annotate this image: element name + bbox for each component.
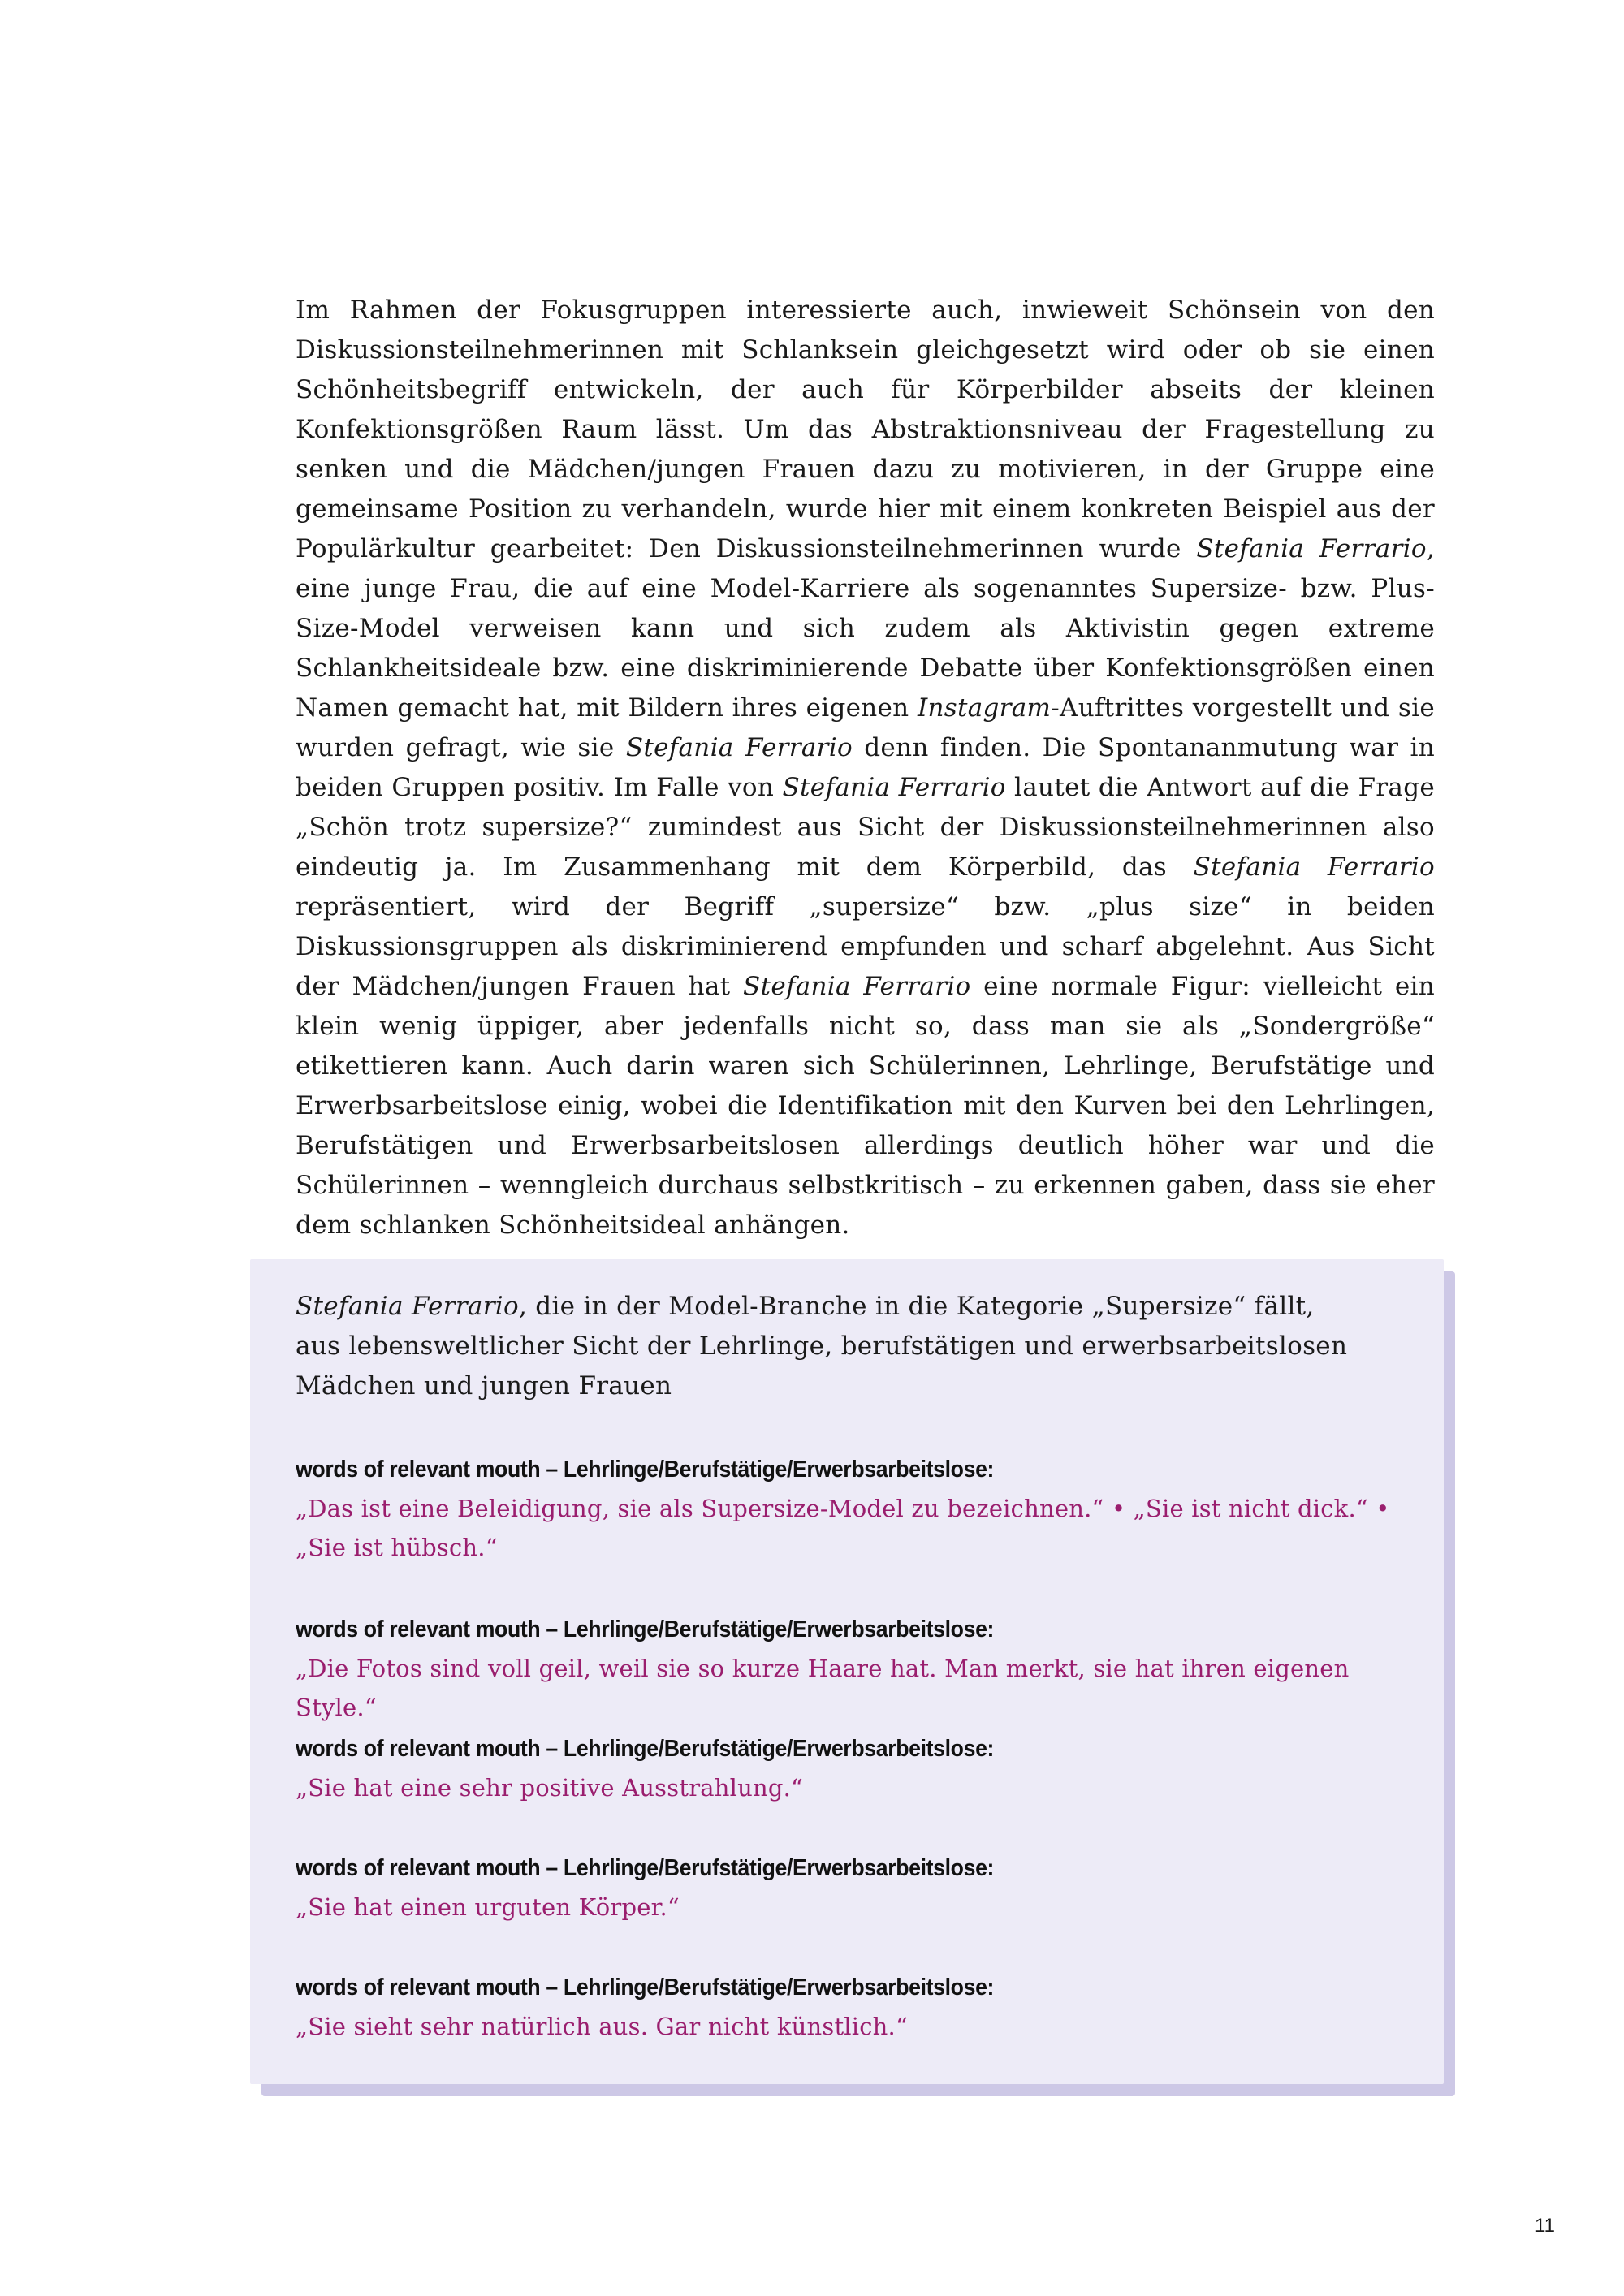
person-name: Stefania Ferrario — [625, 733, 853, 762]
heading-text: , die in der Model-Branche in die Kategorie „Supersize“ fällt, — [519, 1292, 1315, 1321]
quote-label: words of relevant mouth – Lehrlinge/Berufstätige/Erwerbsarbeitslose: — [296, 1457, 995, 1482]
quote-text: „Das ist eine Beleidigung, sie als Supersize-Model zu bezeichnen.“ • „Sie ist nicht dick.“ • — [296, 1495, 1390, 1522]
body-text-part: repräsentiert, wird der Begriff „supersize“ bzw. „plus size“ in beiden Diskussionsgruppen als diskriminierend empfunden und scharf abgelehnt. Aus Sicht der Mädchen/jungen Frauen hat — [296, 892, 1435, 1001]
person-name: Stefania Ferrario — [1196, 534, 1427, 563]
quote-label: words of relevant mouth – Lehrlinge/Berufstätige/Erwerbsarbeitslose: — [296, 1855, 995, 1881]
quote-text: „Sie hat eine sehr positive Ausstrahlung.“ — [296, 1774, 804, 1802]
quote-label: words of relevant mouth – Lehrlinge/Berufstätige/Erwerbsarbeitslose: — [296, 1974, 995, 2000]
quote-block — [296, 1610, 1424, 1727]
quote-box-heading — [296, 1287, 1400, 1406]
quote-text: „Die Fotos sind voll geil, weil sie so kurze Haare hat. Man merkt, sie hat ihren eigenen Style.“ — [296, 1655, 1350, 1721]
person-name: Stefania Ferrario — [296, 1292, 519, 1321]
quote-block — [296, 1450, 1424, 1567]
heading-text: Mädchen und jungen Frauen — [296, 1371, 672, 1400]
quote-label: words of relevant mouth – Lehrlinge/Berufstätige/Erwerbsarbeitslose: — [296, 1736, 995, 1762]
quote-block — [296, 1729, 1424, 1807]
body-text-part: , eine junge Frau, die auf eine Model-Karriere als sogenanntes Supersize- bzw. Plus-Size-Model verweisen kann und sich zudem als Aktivistin gegen extreme Schlankheitsideale bzw. eine diskriminierende Debatte über Konfektionsgrößen einen Namen gemacht hat, mit Bildern ihres eigenen — [296, 534, 1435, 723]
body-text-part: Im Rahmen der Fokusgruppen interessierte auch, inwieweit Schönsein von den Diskussionsteilnehmerinnen mit Schlanksein gleichgesetzt wird oder ob sie einen Schönheitsbegriff entwickeln, der auch für Körperbilder abseits der kleinen Konfektionsgrößen Raum lässt. Um das Abstraktionsniveau der Fragestellung zu senken und die Mädchen/jungen Frauen dazu zu motivieren, in der Gruppe eine gemeinsame Position zu verhandeln, wurde hier mit einem konkreten Beispiel aus der Populärkultur gearbeitet: Den Diskussionsteilnehmerinnen wurde — [296, 296, 1435, 563]
person-name: Stefania Ferrario — [1193, 852, 1435, 882]
person-name: Stefania Ferrario — [782, 773, 1006, 802]
body-text-part: denn finden. Die Spontananmutung war in beiden Gruppen positiv. Im Falle von — [296, 733, 1435, 802]
quote-text: „Sie sieht sehr natürlich aus. Gar nicht künstlich.“ — [296, 2013, 909, 2040]
body-text-part: lautet die Antwort auf die Frage „Schön trotz supersize?“ zumindest aus Sicht der Diskussionsteilnehmerinnen also eindeutig ja. Im Zusammenhang mit dem Körperbild, das — [296, 773, 1435, 882]
quote-block — [296, 1968, 1424, 2046]
body-paragraph — [296, 291, 1435, 1245]
body-text-part: eine normale Figur: vielleicht ein klein wenig üppiger, aber jedenfalls nicht so, dass man sie als „Sondergröße“ etikettieren kann. Auch darin waren sich Schülerinnen, Lehrlinge, Berufstätige und Erwerbsarbeitslose einig, wobei die Identifikation mit den Kurven bei den Lehrlingen, Berufstätigen und Erwerbsarbeitslosen allerdings deutlich höher war und die Schülerinnen – wenngleich durchaus selbstkritisch – zu erkennen gaben, dass sie eher dem schlanken Schönheitsideal anhängen. — [296, 972, 1435, 1240]
person-name: Stefania Ferrario — [743, 972, 971, 1001]
heading-text: aus lebensweltlicher Sicht der Lehrlinge, berufstätigen und erwerbsarbeitslosen — [296, 1331, 1348, 1361]
quote-text: „Sie ist hübsch.“ — [296, 1534, 498, 1561]
page-number: 11 — [1535, 2215, 1555, 2237]
body-text-part: -Auftrittes vorgestellt und sie wurden gefragt, wie sie — [296, 693, 1435, 762]
quote-block — [296, 1849, 1424, 1927]
platform-name: Instagram — [917, 693, 1052, 723]
quote-text: „Sie hat einen urguten Körper.“ — [296, 1893, 680, 1921]
quote-label: words of relevant mouth – Lehrlinge/Berufstätige/Erwerbsarbeitslose: — [296, 1616, 995, 1642]
